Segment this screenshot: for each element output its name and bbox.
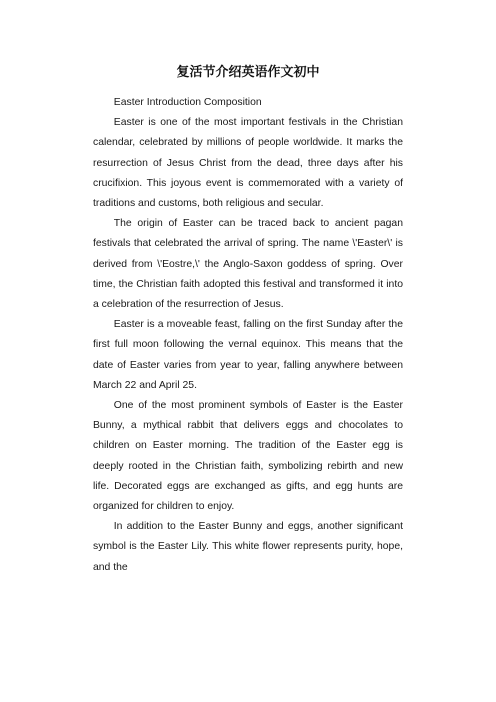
paragraph-5: In addition to the Easter Bunny and eggs, another significant symbol is the Easter Lily. This white flower represents purity, hope, and the [93,521,403,573]
document-subtitle: Easter Introduction Composition [113,97,262,108]
paragraph-2: The origin of Easter can be traced back to ancient pagan festivals that celebrated the arrival of spring. The name \'Easter\' is derived from \'Eostre,\' the Anglo-Saxon goddess of spring. Over time, the Christian faith adopted this festival and transformed it into a celebration of the resurrection of Jesus. [93,218,403,311]
document-body [93,93,403,578]
paragraph-4: One of the most prominent symbols of Easter is the Easter Bunny, a mythical rabbit that delivers eggs and chocolates to children on Easter morning. The tradition of the Easter egg is deeply rooted in the Christian faith, symbolizing rebirth and new life. Decorated eggs are exchanged as gifts, and egg hunts are organized for children to enjoy. [93,400,403,513]
document-title: 复活节介绍英语作文初中 [176,65,320,80]
paragraph-1: Easter is one of the most important festivals in the Christian calendar, celebrated by millions of people worldwide. It marks the resurrection of Jesus Christ from the dead, three days after his crucifixion. This joyous event is commemorated with a variety of traditions and customs, both religious and secular. [93,117,403,210]
paragraph-3: Easter is a moveable feast, falling on the first Sunday after the first full moon following the vernal equinox. This means that the date of Easter varies from year to year, falling anywhere between March 22 and April 25. [93,319,403,391]
